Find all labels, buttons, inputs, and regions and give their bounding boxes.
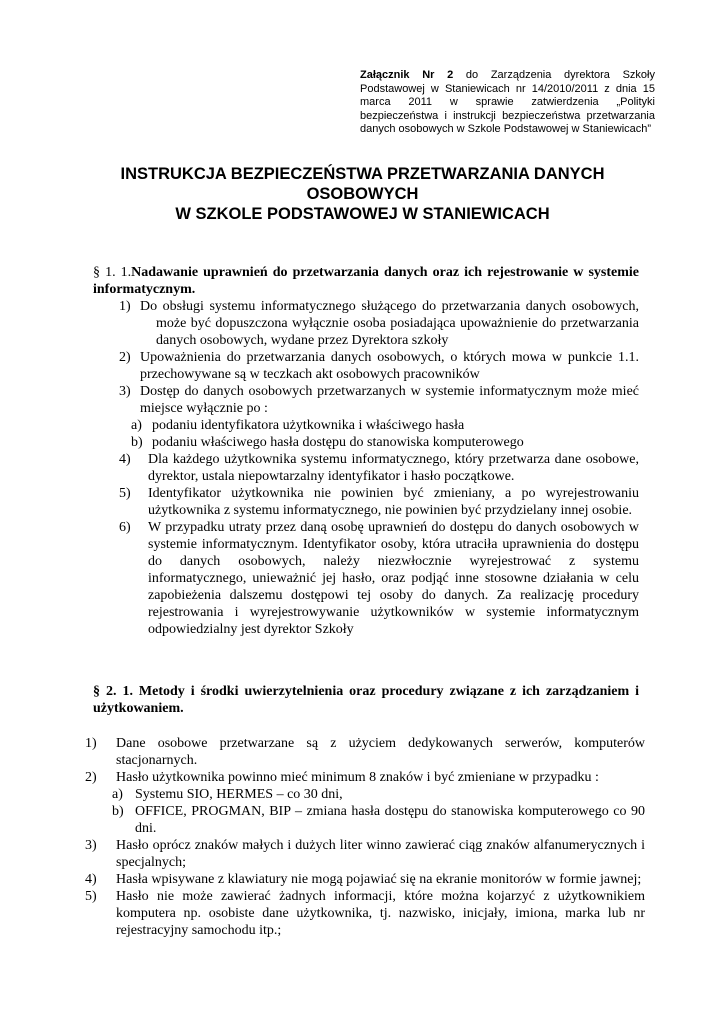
section-2-list bbox=[85, 735, 645, 939]
item-number: 2) bbox=[85, 770, 97, 785]
list-subitem bbox=[93, 434, 639, 451]
title-line-2: OSOBOWYCH bbox=[306, 185, 419, 203]
item-number: 3) bbox=[119, 384, 131, 399]
item-text: Upoważnienia do przetwarzania danych osobowych, o których mowa w punkcie 1.1. przechowywane są w teczkach akt osobowych pracowników bbox=[140, 350, 639, 382]
item-text: Hasło użytkownika powinno mieć minimum 8 znaków i być zmieniane w przypadku : bbox=[116, 770, 599, 785]
item-text: Hasła wpisywane z klawiatury nie mogą pojawiać się na ekranie monitorów w formie jawnej; bbox=[116, 872, 642, 887]
list-item bbox=[85, 888, 645, 939]
item-number: 5) bbox=[119, 486, 131, 501]
attachment-text: do Zarządzenia dyrektora Szkoły Podstawowej w Staniewicach nr 14/2010/2011 z dnia 15 marca 2011 w sprawie zatwierdzenia „Polityki bezpieczeństwa i instrukcji bezpieczeństwa przetwarzania danych osobowych w Szkole Podstawowej w Staniewicach” bbox=[360, 69, 655, 135]
subitem-letter: a) bbox=[131, 418, 142, 433]
list-item bbox=[85, 871, 645, 888]
subitem-text: OFFICE, PROGMAN, BIP – zmiana hasła dostępu do stanowiska komputerowego co 90 dni. bbox=[135, 804, 645, 836]
subitem-letter: b) bbox=[112, 804, 124, 819]
title-line-1: INSTRUKCJA BEZPIECZEŃSTWA PRZETWARZANIA DANYCH bbox=[120, 165, 605, 183]
item-number: 1) bbox=[119, 299, 131, 314]
item-number: 3) bbox=[85, 838, 97, 853]
list-item bbox=[85, 837, 645, 871]
item-text: Identyfikator użytkownika nie powinien być zmieniany, a po wyrejestrowaniu użytkownika z systemu informatycznego, nie powinien być przydzielany innej osobie. bbox=[148, 486, 639, 518]
item-text: W przypadku utraty przez daną osobę uprawnień do dostępu do danych osobowych w systemie informatycznym. Identyfikator osoby, która utraciła uprawnienia do dostępu do danych osobowych, należy niezwłocznie wyrejestrować z systemu informatycznego, unieważnić jej hasło, oraz podjąć inne stosowne działania w celu zapobieżenia dalszemu dostępowi tej osoby do danych. Za realizację procedury rejestrowania i wyrejestrowywanie użytkowników w systemie informatycznym odpowiedzialny jest dyrektor Szkoły bbox=[148, 520, 639, 637]
item-number: 1) bbox=[85, 736, 97, 751]
item-number: 4) bbox=[85, 872, 97, 887]
list-subitem bbox=[93, 417, 639, 434]
item-text: Do obsługi systemu informatycznego służącego do przetwarzania danych osobowych, może być dopuszczona wyłącznie osoba posiadająca upoważnienie do przetwarzania danych osobowych, wydane przez Dyrektora szkoły bbox=[140, 299, 639, 348]
subitem-letter: a) bbox=[112, 787, 123, 802]
subitem-text: podaniu właściwego hasła dostępu do stanowiska komputerowego bbox=[152, 435, 524, 450]
list-item bbox=[93, 298, 639, 349]
list-item bbox=[85, 769, 645, 786]
list-item bbox=[93, 349, 639, 383]
item-number: 5) bbox=[85, 889, 97, 904]
item-number: 4) bbox=[119, 452, 131, 467]
attachment-note bbox=[360, 69, 655, 137]
list-item bbox=[93, 451, 639, 485]
item-text: Dostęp do danych osobowych przetwarzanych w systemie informatycznym może mieć miejsce wyłącznie po : bbox=[140, 384, 639, 416]
attachment-label: Załącznik Nr 2 bbox=[360, 69, 454, 81]
list-subitem bbox=[85, 786, 645, 803]
item-text: Dane osobowe przetwarzane są z użyciem dedykowanych serwerów, komputerów stacjonarnych. bbox=[116, 736, 645, 768]
list-item bbox=[93, 383, 639, 417]
item-number: 6) bbox=[119, 520, 131, 535]
list-item bbox=[93, 519, 639, 638]
section-1-prefix: § 1. 1. bbox=[93, 265, 132, 280]
item-text: Hasło nie może zawierać żadnych informacji, które można kojarzyć z użytkownikiem komputera np. osobiste dane użytkownika, tj. nazwisko, inicjały, imiona, marka lub nr rejestracyjny samochodu itp.; bbox=[116, 889, 645, 938]
item-text: Hasło oprócz znaków małych i dużych liter winno zawierać ciąg znaków alfanumerycznych i specjalnych; bbox=[116, 838, 645, 870]
section-2-heading: § 2. 1. Metody i środki uwierzytelnienia oraz procedury związane z ich zarządzaniem i użytkowaniem. bbox=[93, 684, 639, 716]
list-subitem bbox=[85, 803, 645, 837]
title-line-3: W SZKOLE PODSTAWOWEJ W STANIEWICACH bbox=[175, 205, 550, 223]
list-item bbox=[93, 485, 639, 519]
section-1-heading bbox=[93, 264, 639, 298]
section-1-heading-text: Nadawanie uprawnień do przetwarzania danych oraz ich rejestrowanie w systemie informatycznym. bbox=[93, 265, 640, 297]
item-text: Dla każdego użytkownika systemu informatycznego, który przetwarza dane osobowe, dyrektor, ustala niepowtarzalny identyfikator i hasło początkowe. bbox=[148, 452, 639, 484]
subitem-text: podaniu identyfikatora użytkownika i właściwego hasła bbox=[152, 418, 465, 433]
section-1 bbox=[93, 264, 639, 638]
item-number: 2) bbox=[119, 350, 131, 365]
section-2 bbox=[93, 683, 639, 717]
subitem-text: Systemu SIO, HERMES – co 30 dni, bbox=[135, 787, 343, 802]
document-title bbox=[60, 164, 665, 224]
list-item bbox=[85, 735, 645, 769]
subitem-letter: b) bbox=[131, 435, 143, 450]
